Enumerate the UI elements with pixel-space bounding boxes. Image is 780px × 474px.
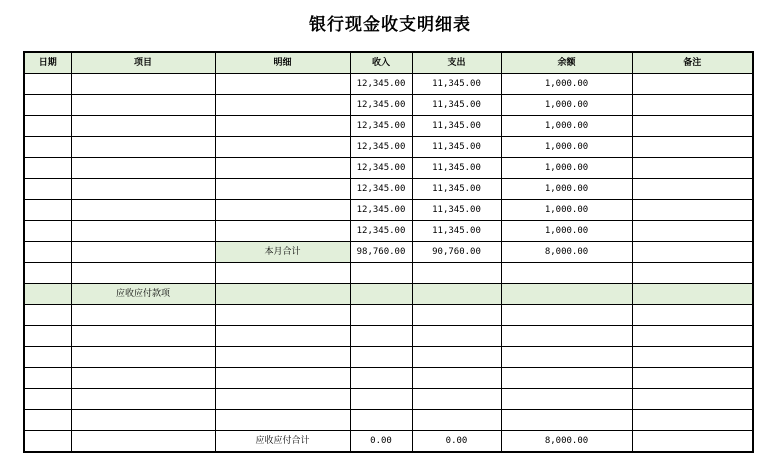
header-balance[interactable]: 余额 <box>501 52 632 74</box>
empty-cell[interactable] <box>501 389 632 410</box>
notes-cell[interactable] <box>632 158 753 179</box>
header-date[interactable]: 日期 <box>24 52 71 74</box>
empty-cell[interactable] <box>412 326 501 347</box>
date-cell[interactable] <box>24 95 71 116</box>
section-row-receivables <box>24 284 753 305</box>
income-cell[interactable]: 12,345.00 <box>350 200 412 221</box>
section-label[interactable]: 应收应付款项 <box>71 284 215 305</box>
empty-cell[interactable] <box>350 326 412 347</box>
month-total-label[interactable]: 本月合计 <box>215 242 350 263</box>
empty-cell[interactable] <box>632 347 753 368</box>
notes-cell[interactable] <box>632 116 753 137</box>
blank-row <box>24 263 753 284</box>
empty-cell[interactable] <box>632 305 753 326</box>
item-cell[interactable] <box>71 431 215 453</box>
balance-cell[interactable]: 1,000.00 <box>501 200 632 221</box>
income-cell[interactable]: 12,345.00 <box>350 95 412 116</box>
header-row <box>24 52 753 74</box>
notes-cell[interactable] <box>632 74 753 95</box>
receivable-total-row <box>24 431 753 453</box>
empty-cell[interactable] <box>632 326 753 347</box>
detail-cell[interactable] <box>215 179 350 200</box>
income-cell[interactable]: 12,345.00 <box>350 74 412 95</box>
empty-cell[interactable] <box>215 284 350 305</box>
table-row <box>24 326 753 347</box>
empty-cell[interactable] <box>71 326 215 347</box>
table-row <box>24 410 753 431</box>
income-cell[interactable]: 12,345.00 <box>350 137 412 158</box>
date-cell[interactable] <box>24 242 71 263</box>
sheet-title: 银行现金收支明细表 <box>309 15 471 35</box>
date-cell[interactable] <box>24 137 71 158</box>
table-row <box>24 74 753 95</box>
empty-cell[interactable] <box>412 347 501 368</box>
empty-cell[interactable] <box>632 263 753 284</box>
notes-cell[interactable] <box>632 200 753 221</box>
empty-cell[interactable] <box>71 347 215 368</box>
expense-cell[interactable]: 11,345.00 <box>412 137 501 158</box>
expense-cell[interactable]: 11,345.00 <box>412 116 501 137</box>
table-row <box>24 368 753 389</box>
item-cell[interactable] <box>71 116 215 137</box>
table-row <box>24 200 753 221</box>
item-cell[interactable] <box>71 179 215 200</box>
empty-cell[interactable] <box>215 305 350 326</box>
table-row <box>24 389 753 410</box>
empty-cell[interactable] <box>350 410 412 431</box>
table-row <box>24 305 753 326</box>
empty-cell[interactable] <box>24 389 71 410</box>
table-row <box>24 95 753 116</box>
balance-cell[interactable]: 1,000.00 <box>501 137 632 158</box>
date-cell[interactable] <box>24 431 71 453</box>
cash-ledger-table <box>23 51 754 453</box>
expense-cell[interactable]: 11,345.00 <box>412 74 501 95</box>
balance-cell[interactable]: 1,000.00 <box>501 221 632 242</box>
table-row <box>24 221 753 242</box>
item-cell[interactable] <box>71 158 215 179</box>
empty-cell[interactable] <box>632 284 753 305</box>
header-expense[interactable]: 支出 <box>412 52 501 74</box>
header-income[interactable]: 收入 <box>350 52 412 74</box>
date-cell[interactable] <box>24 221 71 242</box>
table-row <box>24 116 753 137</box>
balance-cell[interactable]: 1,000.00 <box>501 95 632 116</box>
empty-cell[interactable] <box>501 284 632 305</box>
empty-cell[interactable] <box>350 347 412 368</box>
empty-cell[interactable] <box>632 368 753 389</box>
notes-cell[interactable] <box>632 242 753 263</box>
empty-cell[interactable] <box>71 263 215 284</box>
empty-cell[interactable] <box>71 410 215 431</box>
empty-cell[interactable] <box>350 305 412 326</box>
empty-cell[interactable] <box>412 305 501 326</box>
empty-cell[interactable] <box>632 410 753 431</box>
receivable-total-balance[interactable]: 8,000.00 <box>501 431 632 453</box>
empty-cell[interactable] <box>24 284 71 305</box>
receivable-total-expense[interactable]: 0.00 <box>412 431 501 453</box>
empty-cell[interactable] <box>24 347 71 368</box>
receivable-total-label[interactable]: 应收应付合计 <box>215 431 350 453</box>
empty-cell[interactable] <box>215 410 350 431</box>
detail-cell[interactable] <box>215 95 350 116</box>
empty-cell[interactable] <box>215 347 350 368</box>
expense-cell[interactable]: 11,345.00 <box>412 179 501 200</box>
income-cell[interactable]: 12,345.00 <box>350 179 412 200</box>
empty-cell[interactable] <box>215 263 350 284</box>
date-cell[interactable] <box>24 179 71 200</box>
empty-cell[interactable] <box>350 389 412 410</box>
header-notes[interactable]: 备注 <box>632 52 753 74</box>
empty-cell[interactable] <box>24 263 71 284</box>
income-cell[interactable]: 12,345.00 <box>350 116 412 137</box>
empty-cell[interactable] <box>24 305 71 326</box>
empty-cell[interactable] <box>350 368 412 389</box>
header-detail[interactable]: 明细 <box>215 52 350 74</box>
item-cell[interactable] <box>71 74 215 95</box>
notes-cell[interactable] <box>632 95 753 116</box>
receivable-total-income[interactable]: 0.00 <box>350 431 412 453</box>
empty-cell[interactable] <box>501 263 632 284</box>
table-row <box>24 179 753 200</box>
empty-cell[interactable] <box>215 368 350 389</box>
item-cell[interactable] <box>71 95 215 116</box>
date-cell[interactable] <box>24 74 71 95</box>
empty-cell[interactable] <box>501 326 632 347</box>
table-row <box>24 158 753 179</box>
table-row <box>24 137 753 158</box>
date-cell[interactable] <box>24 200 71 221</box>
balance-cell[interactable]: 1,000.00 <box>501 116 632 137</box>
detail-cell[interactable] <box>215 74 350 95</box>
empty-cell[interactable] <box>501 410 632 431</box>
income-cell[interactable]: 12,345.00 <box>350 158 412 179</box>
balance-cell[interactable]: 1,000.00 <box>501 179 632 200</box>
empty-cell[interactable] <box>71 305 215 326</box>
month-total-income[interactable]: 98,760.00 <box>350 242 412 263</box>
empty-cell[interactable] <box>501 347 632 368</box>
detail-cell[interactable] <box>215 221 350 242</box>
empty-cell[interactable] <box>24 326 71 347</box>
item-cell[interactable] <box>71 137 215 158</box>
detail-cell[interactable] <box>215 116 350 137</box>
table-row <box>24 347 753 368</box>
date-cell[interactable] <box>24 158 71 179</box>
empty-cell[interactable] <box>501 368 632 389</box>
empty-cell[interactable] <box>215 326 350 347</box>
item-cell[interactable] <box>71 242 215 263</box>
month-total-balance[interactable]: 8,000.00 <box>501 242 632 263</box>
balance-cell[interactable]: 1,000.00 <box>501 74 632 95</box>
detail-cell[interactable] <box>215 158 350 179</box>
notes-cell[interactable] <box>632 221 753 242</box>
empty-cell[interactable] <box>215 389 350 410</box>
header-item[interactable]: 项目 <box>71 52 215 74</box>
empty-cell[interactable] <box>350 284 412 305</box>
detail-cell[interactable] <box>215 200 350 221</box>
empty-cell[interactable] <box>71 368 215 389</box>
item-cell[interactable] <box>71 200 215 221</box>
empty-cell[interactable] <box>412 368 501 389</box>
notes-cell[interactable] <box>632 431 753 453</box>
empty-cell[interactable] <box>412 284 501 305</box>
income-cell[interactable]: 12,345.00 <box>350 221 412 242</box>
empty-cell[interactable] <box>632 389 753 410</box>
expense-cell[interactable]: 11,345.00 <box>412 200 501 221</box>
month-total-expense[interactable]: 90,760.00 <box>412 242 501 263</box>
empty-cell[interactable] <box>412 410 501 431</box>
expense-cell[interactable]: 11,345.00 <box>412 158 501 179</box>
empty-cell[interactable] <box>24 368 71 389</box>
empty-cell[interactable] <box>501 305 632 326</box>
empty-cell[interactable] <box>24 410 71 431</box>
date-cell[interactable] <box>24 116 71 137</box>
balance-cell[interactable]: 1,000.00 <box>501 158 632 179</box>
expense-cell[interactable]: 11,345.00 <box>412 95 501 116</box>
notes-cell[interactable] <box>632 179 753 200</box>
empty-cell[interactable] <box>412 263 501 284</box>
empty-cell[interactable] <box>350 263 412 284</box>
detail-cell[interactable] <box>215 137 350 158</box>
expense-cell[interactable]: 11,345.00 <box>412 221 501 242</box>
empty-cell[interactable] <box>71 389 215 410</box>
empty-cell[interactable] <box>412 389 501 410</box>
item-cell[interactable] <box>71 221 215 242</box>
notes-cell[interactable] <box>632 137 753 158</box>
month-total-row <box>24 242 753 263</box>
